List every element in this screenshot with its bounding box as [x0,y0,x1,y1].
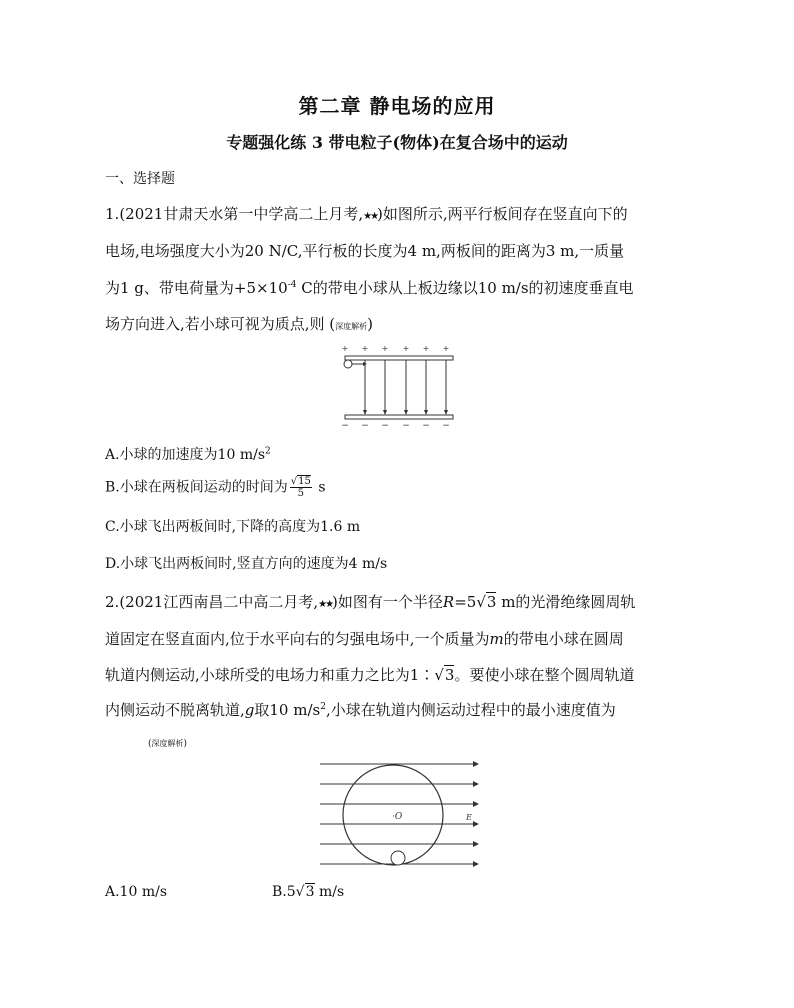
sqrt-radicand: 3 [486,593,497,611]
bottom-plate [345,415,453,419]
symbol-g: g [244,701,255,719]
unit: s [318,479,326,496]
charged-ball [391,851,405,865]
minus-sign: − [422,421,430,430]
q2-text: 的带电小球在圆周 [503,630,624,648]
q1-text: 为1 g、带电荷量为+5×10 [105,279,288,297]
q2-line-1: 2.(2021江西南昌二中高二月考,★★)如图有一个半径R=5√3 m的光滑绝缘圆周轨 [105,593,636,611]
parallel-plates-figure [335,344,460,430]
minus-sign: − [341,421,349,430]
field-arrowheads [473,761,479,867]
q2-line-2 [105,628,624,649]
q2-text: 取10 m/s [254,701,321,719]
sqrt-radicand: 3 [305,884,315,900]
q2-line-3: 轨道内侧运动,小球所受的电场力和重力之比为1∶√3。要使小球在整个圆周轨道 [105,666,635,684]
q1-line-3 [105,277,634,298]
fraction: $\frac{√15}{5}$ [290,476,311,499]
plus-sign: + [442,344,450,353]
q2-option-b[interactable]: B.5√3 m/s [272,884,345,900]
field-label: E [466,813,472,822]
section-subtitle: 专题强化练 3 带电粒子(物体)在复合场中的运动 [226,133,568,152]
q1-source: (2021甘肃天水第一中学高二上月考, [119,205,364,223]
symbol-m: m [489,630,504,648]
analysis-note: 深度解析 [335,322,368,331]
q2-text: 轨道内侧运动,小球所受的电场力和重力之比为1∶ [105,666,435,684]
fraction-denominator: 5 [297,488,304,499]
chapter-title: 第二章 静电场的应用 [298,94,496,118]
q2-text: m的光滑绝缘圆周轨 [496,593,636,611]
q2-text: =5 [454,593,477,611]
q1-option-d[interactable]: D.小球飞出两板间时,竖直方向的速度为4 m/s [105,556,388,572]
plus-sign: + [402,344,410,353]
option-text: B.5 [272,884,296,900]
option-text: A.小球的加速度为10 m/s [105,447,266,463]
center-label: ·O [392,812,403,822]
q1-option-c[interactable]: C.小球飞出两板间时,下降的高度为1.6 m [105,519,361,535]
q2-source: (2021江西南昌二中高二月考, [119,593,319,611]
analysis-note: 深度解析 [151,739,184,748]
q2-number: 2. [105,593,120,611]
section-heading: 一、选择题 [105,171,175,187]
difficulty-stars-icon: ★★ [318,599,333,610]
plus-sign: + [422,344,430,353]
q1-line-2: 电场,电场强度大小为20 N/C,平行板的长度为4 m,两板间的距离为3 m,一质量 [105,242,625,260]
q1-text: ) [367,315,374,333]
minus-sign: − [381,421,389,430]
q2-text: ,小球在轨道内侧运动过程中的最小速度值为 [325,701,616,719]
unit: m/s [314,884,345,900]
q2-option-a[interactable]: A.10 m/s [105,884,168,900]
q1-line-4 [105,313,373,334]
plus-sign: + [341,344,349,353]
charged-ball [344,360,352,368]
q2-line-4 [105,699,616,720]
circular-track-figure [318,758,488,878]
q2-text: 。要使小球在整个圆周轨道 [454,666,635,684]
q1-text: )如图所示,两平行板间存在竖直向下的 [377,205,628,223]
minus-sign: − [442,421,450,430]
minus-sign: − [361,421,369,430]
q1-option-b[interactable] [105,476,326,499]
difficulty-stars-icon: ★★ [363,211,378,222]
q1-option-a[interactable] [105,444,271,464]
q2-text: 内侧运动不脱离轨道, [105,701,245,719]
option-text: B.小球在两板间运动的时间为 [105,479,288,496]
sqrt-radicand: 3 [444,666,455,684]
q2-text: )如图有一个半径 [332,593,443,611]
fraction-numerator: 15 [298,476,311,487]
exponent: 2 [265,446,271,457]
q1-text: 场方向进入,若小球可视为质点,则 ( [105,315,336,333]
symbol-r: R [442,593,455,611]
q2-note: (深度解析) [148,739,188,749]
q2-text: 道固定在竖直面内,位于水平向右的匀强电场中,一个质量为 [105,630,490,648]
q1-line-1 [105,203,628,224]
minus-sign: − [402,421,410,430]
top-plate [345,356,453,360]
exponent: -4 [287,280,297,290]
field-arrowheads [363,410,448,415]
q1-text: C的带电小球从上板边缘以10 m/s的初速度垂直电 [296,279,634,297]
q1-number: 1. [105,205,120,223]
plus-sign: + [361,344,369,353]
field-lines [365,360,446,411]
exponent: 2 [320,702,326,712]
plus-sign: + [381,344,389,353]
